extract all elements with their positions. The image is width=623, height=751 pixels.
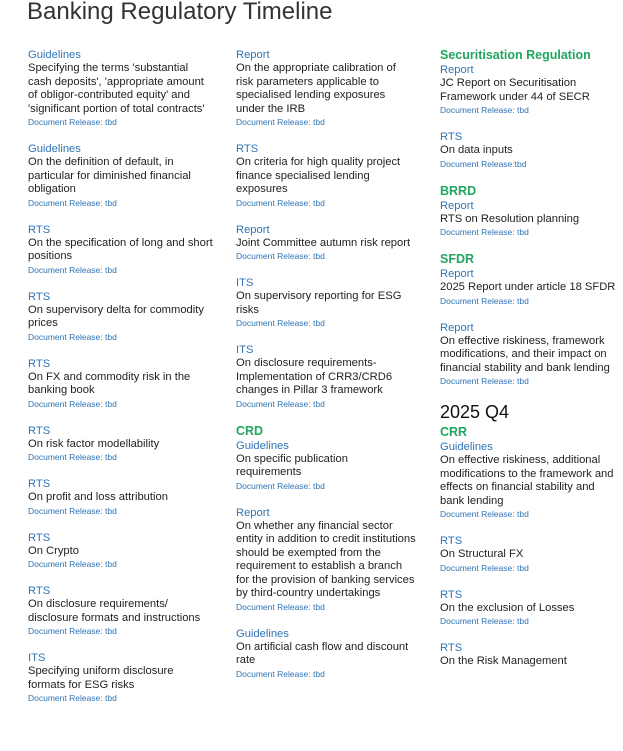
timeline-entry [28, 290, 213, 343]
timeline-entry [28, 477, 213, 517]
entry-release-date: Document Release: tbd [236, 318, 325, 328]
entry-description: On the exclusion of Losses [440, 601, 575, 614]
timeline-entry [440, 440, 618, 520]
entry-type: Report [440, 321, 474, 334]
entry-release-date: Document Release: tbd [440, 562, 529, 573]
entry-type: RTS [440, 535, 463, 547]
timeline-entry [236, 506, 416, 613]
entry-release-date: Document Release: tbd [236, 117, 325, 127]
entry-description: On the appropriate calibration of risk parameters applicable to specialised lending exposures under the IRB [236, 62, 396, 115]
entry-description: On effective riskiness, additional modifications to the framework and effects on financial stability and bank lending [440, 454, 614, 507]
entry-type: Report [440, 199, 474, 212]
entry-type: RTS [28, 290, 51, 303]
entry-description: On the specification of long and short positions [28, 236, 213, 262]
timeline-entry [236, 343, 416, 410]
timeline-entry [440, 641, 618, 669]
entry-type: RTS [28, 585, 51, 597]
entry-description: On Structural FX [440, 548, 524, 560]
timeline-entry [236, 627, 416, 680]
entry-type: RTS [28, 531, 51, 544]
entry-type: RTS [28, 424, 51, 437]
entry-type: Report [440, 268, 474, 280]
entry-release-date: Document Release:tbd [440, 158, 527, 169]
entry-release-date: Document Release: tbd [28, 398, 117, 409]
section-heading: CRR [440, 425, 468, 439]
entry-type: Report [236, 223, 270, 236]
entry-type: RTS [28, 478, 51, 490]
section-heading: Securitisation Regulation [440, 48, 591, 62]
quarter-heading: 2025 Q4 [440, 402, 510, 422]
entry-release-date: Document Release: tbd [236, 480, 325, 491]
column-2 [236, 48, 416, 694]
entry-description: On the Risk Management [440, 655, 567, 667]
entry-release-date: Document Release: tbd [440, 376, 529, 386]
entry-type: RTS [440, 642, 463, 654]
entry-description: On effective riskiness, framework modifications, and their impact on financial stability and bank lending [440, 334, 610, 374]
entry-release-date: Document Release: tbd [28, 693, 117, 703]
entry-type: RTS [28, 357, 51, 370]
entry-type: RTS [440, 131, 463, 143]
entry-description: On Crypto [28, 544, 79, 557]
entry-type: Guidelines [236, 627, 289, 640]
timeline-entry [28, 223, 213, 276]
entry-description: On criteria for high quality project finance specialised lending exposures [236, 156, 401, 195]
entry-release-date: Document Release: tbd [440, 105, 529, 115]
entry-description: RTS on Resolution planning [440, 212, 580, 225]
entry-release-date: Document Release: tbd [236, 197, 325, 208]
entry-release-date: Document Release: tbd [28, 559, 117, 569]
entry-release-date: Document Release: tbd [28, 264, 117, 275]
column-1 [28, 48, 213, 718]
entry-release-date: Document Release: tbd [236, 668, 325, 679]
timeline-entry [440, 199, 618, 239]
entry-release-date: Document Release: tbd [440, 295, 529, 306]
section-heading: BRRD [440, 183, 477, 198]
entry-description: On artificial cash flow and discount rate [236, 640, 409, 666]
entry-description: On profit and loss attribution [28, 491, 168, 503]
timeline-entry [28, 531, 213, 571]
page-title: Banking Regulatory Timeline [27, 0, 333, 25]
timeline-entry [440, 534, 618, 574]
entry-description: On FX and commodity risk in the banking book [28, 370, 191, 396]
entry-type: Guidelines [440, 441, 493, 453]
timeline-entry [236, 439, 416, 492]
entry-release-date: Document Release: tbd [236, 398, 325, 409]
timeline-entry [236, 223, 416, 263]
timeline-entry [28, 357, 213, 410]
entry-release-date: Document Release: tbd [28, 452, 117, 462]
entry-description: On the definition of default, in particular for diminished financial obligation [28, 156, 191, 195]
entry-release-date: Document Release: tbd [440, 509, 529, 519]
entry-description: On data inputs [440, 144, 513, 156]
entry-release-date: Document Release: tbd [28, 626, 117, 636]
timeline-entry [28, 424, 213, 464]
timeline-entry [28, 142, 213, 209]
entry-release-date: Document Release: tbd [236, 601, 325, 612]
timeline-entry [28, 584, 213, 637]
entry-description: JC Report on Securitisation Framework under 44 of SECR [440, 77, 590, 103]
timeline-entry [440, 267, 618, 307]
timeline-entry [236, 142, 416, 209]
entry-type: ITS [236, 344, 254, 356]
entry-description: On supervisory delta for commodity prices [28, 303, 204, 329]
entry-type: ITS [236, 277, 254, 289]
entry-release-date: Document Release: tbd [28, 117, 117, 127]
entry-description: On supervisory reporting for ESG risks [236, 290, 402, 316]
timeline-entry [28, 48, 213, 128]
entry-description: On disclosure requirements- Implementation of CRR3/CRD6 changes in Pillar 3 framework [236, 357, 393, 396]
entry-type: RTS [236, 143, 259, 155]
entry-description: 2025 Report under article 18 SFDR [440, 281, 616, 293]
entry-type: RTS [28, 223, 51, 236]
entry-description: On disclosure requirements/ disclosure formats and instructions [28, 598, 201, 624]
entry-description: On risk factor modellability [28, 437, 160, 450]
entry-release-date: Document Release: tbd [28, 505, 117, 516]
entry-release-date: Document Release: tbd [28, 197, 117, 208]
entry-description: Specifying uniform disclosure formats for ESG risks [28, 665, 174, 691]
entry-type: Guidelines [28, 143, 81, 155]
entry-type: Guidelines [28, 49, 81, 61]
entry-release-date: Document Release: tbd [236, 251, 325, 261]
entry-description: Joint Committee autumn risk report [236, 236, 411, 249]
entry-description: Specifying the terms 'substantial cash deposits', 'appropriate amount of obligor-contributed equity' and 'significant portion of total contracts' [28, 62, 205, 115]
entry-type: Report [236, 506, 270, 519]
timeline-entry [440, 130, 618, 170]
timeline-entry [440, 588, 618, 628]
section-heading: CRD [236, 423, 264, 438]
timeline-entry [236, 48, 416, 128]
entry-type: Guidelines [236, 439, 289, 452]
timeline-entry [440, 321, 618, 388]
section-heading: SFDR [440, 252, 475, 266]
entry-description: On whether any financial sector entity in addition to credit institutions should be exempted from the requirement to establish a branch for the provision of banking services by third-country undertakings [236, 519, 416, 599]
entry-release-date: Document Release: tbd [440, 227, 529, 237]
entry-release-date: Document Release: tbd [28, 331, 117, 342]
entry-type: ITS [28, 652, 46, 664]
entry-release-date: Document Release: tbd [440, 616, 529, 626]
timeline-entry [236, 276, 416, 329]
timeline-entry [440, 63, 618, 116]
entry-description: On specific publication requirements [236, 452, 348, 478]
entry-type: Report [236, 49, 270, 61]
timeline-entry [28, 651, 213, 704]
entry-type: Report [440, 64, 474, 76]
column-3 [440, 48, 618, 683]
entry-type: RTS [440, 588, 463, 601]
